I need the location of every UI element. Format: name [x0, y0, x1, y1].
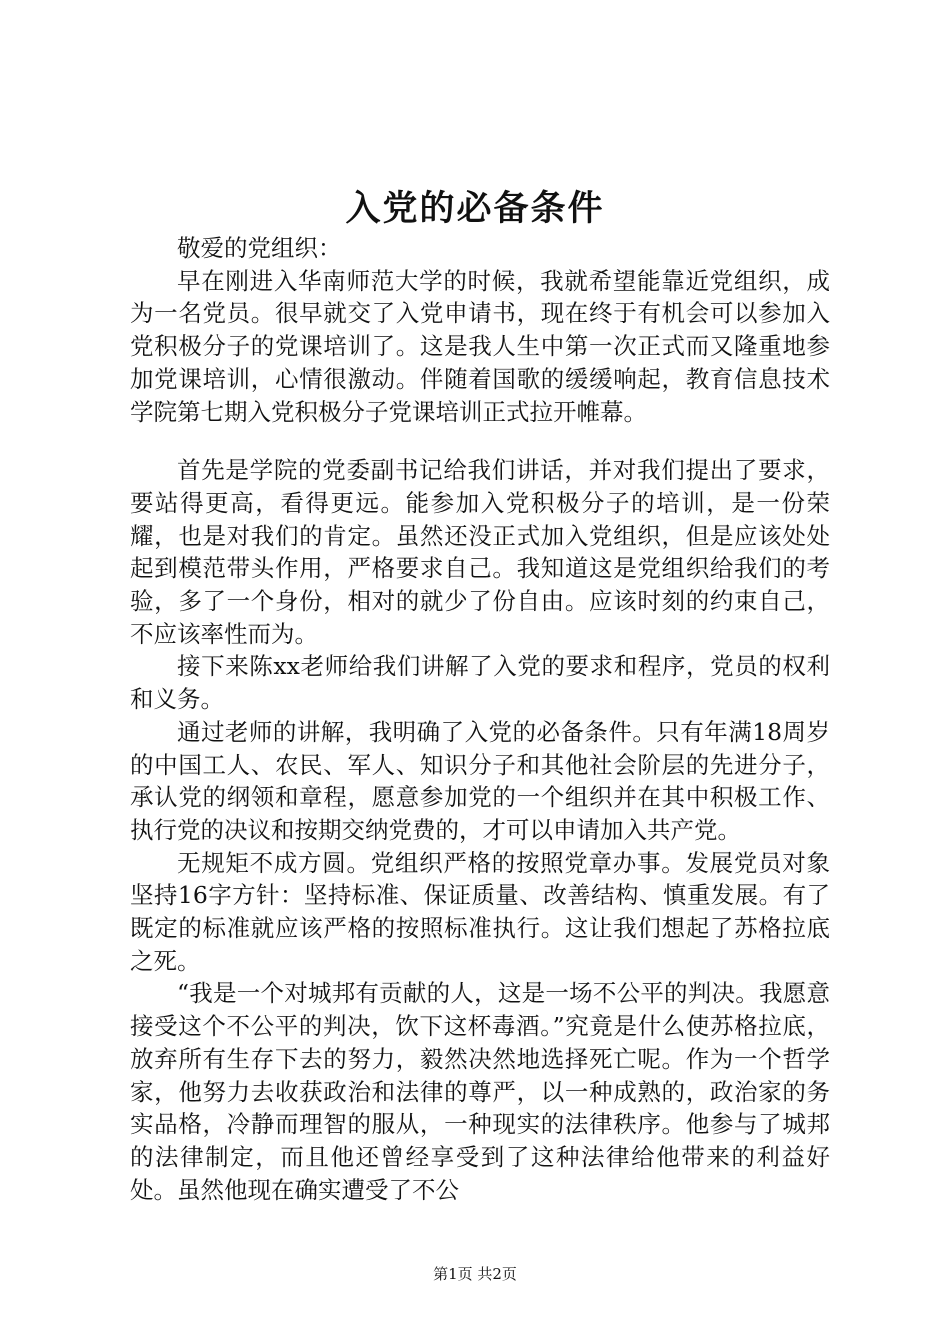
document-title: 入党的必备条件	[345, 188, 605, 229]
paragraph-6: “我是一个对城邦有贡献的人，这是一场不公平的判决。我愿意接受这个不公平的判决，饮下这杯毒酒。”究竟是什么使苏格拉底，放弃所有生存下去的努力，毅然决然地选择死亡呢。作为一个哲学家，他努力去收获政治和法律的尊严，以一种成熟的，政治家的务实品格，冷静而理智的服从，一种现实的法律秩序。他参与了城邦的法律制定，而且他还曾经享受到了这种法律给他带来的利益好处。虽然他现在确实遭受了不公	[130, 979, 830, 1204]
page-number-footer: 第1页 共2页	[433, 1265, 517, 1283]
paragraph-5: 无规矩不成方圆。党组织严格的按照党章办事。发展党员对象坚持16字方针：坚持标准、保证质量、改善结构、慎重发展。有了既定的标准就应该严格的按照标准执行。这让我们想起了苏格拉底之死。	[130, 848, 830, 975]
paragraph-4: 通过老师的讲解，我明确了入党的必备条件。只有年满18周岁的中国工人、农民、军人、知识分子和其他社会阶层的先进分子，承认党的纲领和章程，愿意参加党的一个组织并在其中积极工作、执行党的决议和按期交纳党费的，才可以申请加入共产党。	[130, 717, 830, 844]
document-body	[130, 232, 830, 1206]
salutation: 敬爱的党组织：	[177, 234, 342, 262]
paragraph-2: 首先是学院的党委副书记给我们讲话，并对我们提出了要求，要站得更高，看得更远。能参加入党积极分子的培训，是一份荣耀，也是对我们的肯定。虽然还没正式加入党组织，但是应该处处起到模范带头作用，严格要求自己。我知道这是党组织给我们的考验，多了一个身份，相对的就少了份自由。应该时刻的约束自己，不应该率性而为。	[130, 456, 830, 648]
paragraph-3: 接下来陈xx老师给我们讲解了入党的要求和程序，党员的权利和义务。	[130, 652, 830, 714]
paragraph-1: 早在刚进入华南师范大学的时候，我就希望能靠近党组织，成为一名党员。很早就交了入党申请书，现在终于有机会可以参加入党积极分子的党课培训了。这是我人生中第一次正式而又隆重地参加党课培训，心情很激动。伴随着国歌的缓缓响起，教育信息技术学院第七期入党积极分子党课培训正式拉开帷幕。	[130, 266, 830, 426]
